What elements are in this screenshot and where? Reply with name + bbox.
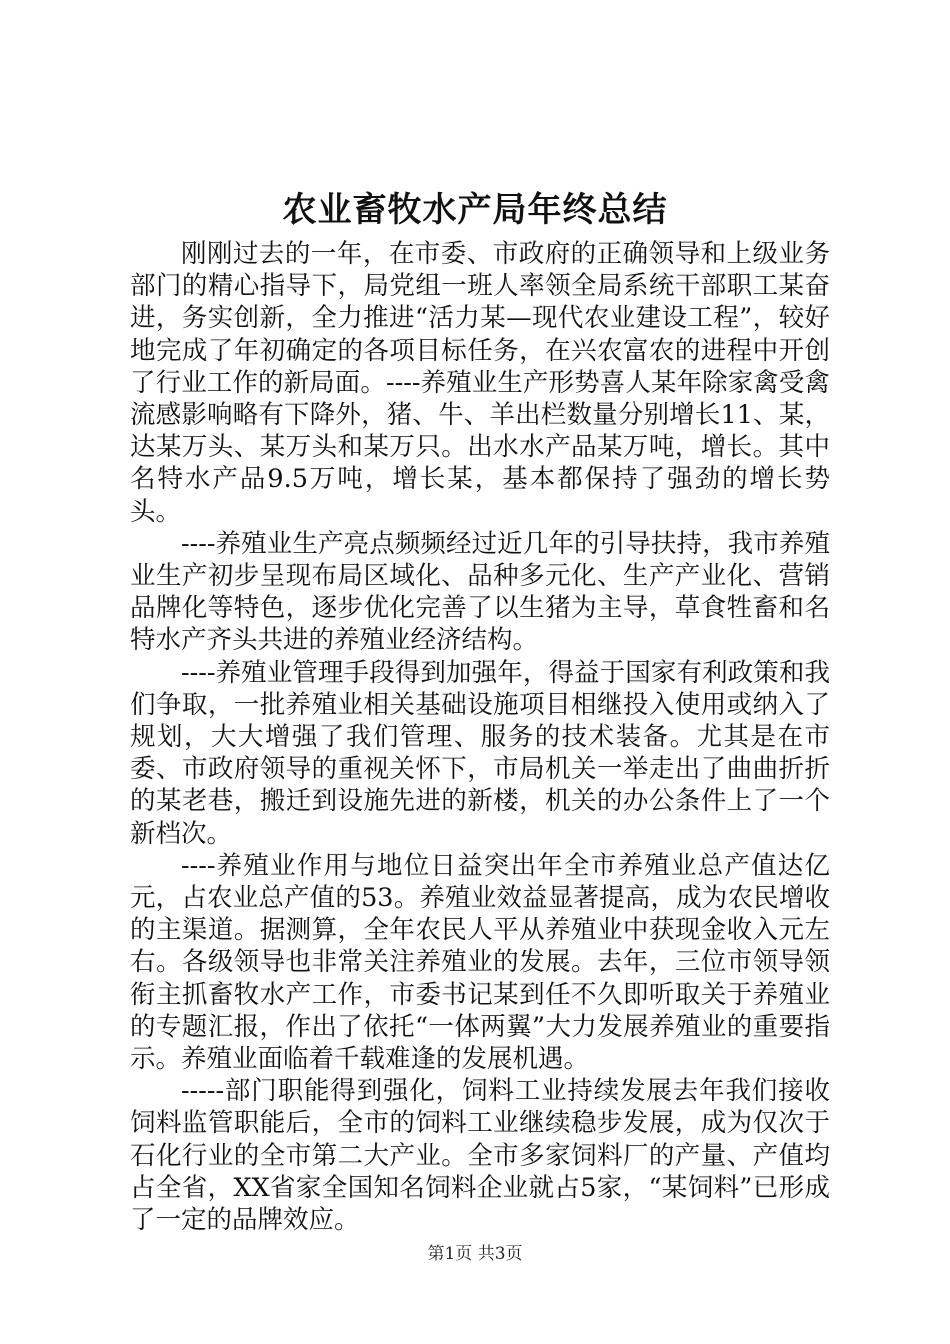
document-title: 农业畜牧水产局年终总结 bbox=[282, 190, 668, 230]
paragraph-3: ----养殖业管理手段得到加强年，得益于国家有利政策和我们争取，一批养殖业相关基础设施项目相继投入使用或纳入了规划，大大增强了我们管理、服务的技术装备。尤其是在市委、市政府领导的重视关怀下，市局机关一举走出了曲曲折折的某老巷，搬迁到设施先进的新楼，机关的办公条件上了一个新档次。 bbox=[130, 657, 830, 849]
paragraph-1: 刚刚过去的一年，在市委、市政府的正确领导和上级业务部门的精心指导下，局党组一班人率领全局系统干部职工某奋进，务实创新，全力推进“活力某—现代农业建设工程”，较好地完成了年初确定的各项目标任务，在兴农富农的进程中开创了行业工作的新局面。----养殖业生产形势喜人某年除家禽受禽流感影响略有下降外，猪、牛、羊出栏数量分别增长11、某，达某万头、某万头和某万只。出水水产品某万吨，增长。其中名特水产品9.5万吨，增长某，基本都保持了强劲的增长势头。 bbox=[130, 239, 830, 527]
paragraph-4: ----养殖业作用与地位日益突出年全市养殖业总产值达亿元，占农业总产值的53。养殖业效益显著提高，成为农民增收的主渠道。据测算，全年农民人平从养殖业中获现金收入元左右。各级领导也非常关注养殖业的发展。去年，三位市领导领衔主抓畜牧水产工作，市委书记某到任不久即听取关于养殖业的专题汇报，作出了依托“一体两翼”大力发展养殖业的重要指示。养殖业面临着千载难逢的发展机遇。 bbox=[130, 850, 830, 1075]
document-body bbox=[130, 238, 830, 1236]
paragraph-2: ----养殖业生产亮点频频经过近几年的引导扶持，我市养殖业生产初步呈现布局区域化、品种多元化、生产产业化、营销品牌化等特色，逐步优化完善了以生猪为主导，草食牲畜和名特水产齐头共进的养殖业经济结构。 bbox=[130, 528, 830, 656]
paragraph-5: -----部门职能得到强化，饲料工业持续发展去年我们接收饲料监管职能后，全市的饲料工业继续稳步发展，成为仅次于石化行业的全市第二大产业。全市多家饲料厂的产量、产值均占全省，XX省家全国知名饲料企业就占5家，“某饲料”已形成了一定的品牌效应。 bbox=[130, 1076, 830, 1236]
page-footer: 第1页 共3页 bbox=[427, 1244, 523, 1264]
